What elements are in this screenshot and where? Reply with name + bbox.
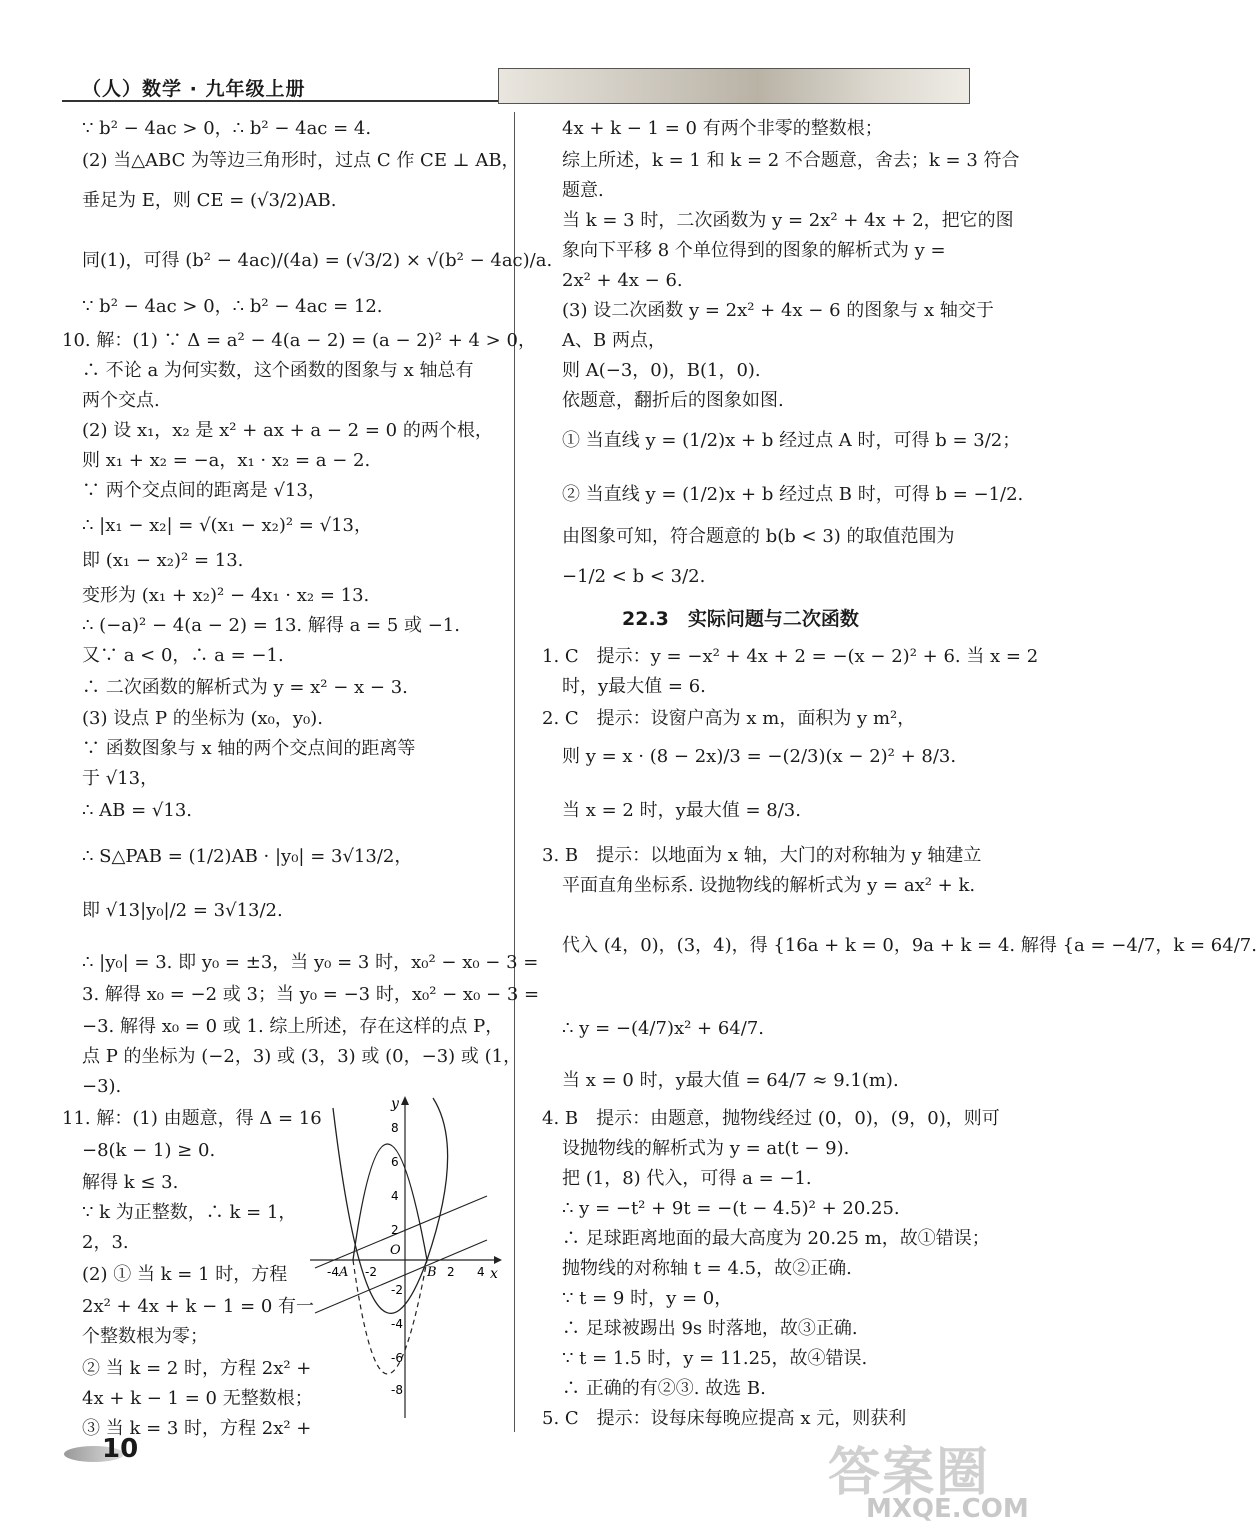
right-line: 2x² + 4x − 6. [562,270,683,291]
header-title: （人）数学 · 九年级上册 [82,78,306,100]
right-line: 设抛物线的解析式为 y = at(t − 9). [562,1138,850,1159]
right-line: 时，y最大值 = 6. [562,676,706,697]
left-line: ∴ (−a)² − 4(a − 2) = 13. 解得 a = 5 或 −1. [82,615,460,636]
left-line: 3. 解得 x₀ = −2 或 3；当 y₀ = −3 时，x₀² − x₀ − 3 = [82,984,540,1005]
left-line: 于 √13， [82,768,159,789]
left-line: −3. 解得 x₀ = 0 或 1. 综上所述，存在这样的点 P， [82,1016,504,1037]
left-line: ∴ AB = √13. [82,800,193,821]
left-line: −3). [82,1076,122,1097]
x-axis-label: x [490,1266,498,1282]
left-line: 又∵ a < 0，∴ a = −1. [82,645,284,666]
right-line: ∴ y = −(4/7)x² + 64/7. [562,1018,764,1039]
header-rule [62,100,502,102]
left-line: 则 x₁ + x₂ = −a，x₁ · x₂ = a − 2. [82,450,371,471]
y-tick-label: 6 [391,1155,399,1169]
right-line: ∴ 足球被踢出 9s 时落地，故③正确. [562,1318,858,1339]
y-tick-label: 2 [391,1223,399,1237]
left-line: 即 √13|y₀|/2 = 3√13/2. [82,900,283,921]
header-decoration [498,68,970,104]
left-line: 2x² + 4x + k − 1 = 0 有一 [82,1296,315,1317]
left-line: (2) 设 x₁，x₂ 是 x² + ax + a − 2 = 0 的两个根， [82,420,493,441]
right-line: ∴ y = −t² + 9t = −(t − 4.5)² + 20.25. [562,1198,900,1219]
right-line: 依题意，翻折后的图象如图. [562,390,784,411]
left-line: 个整数根为零； [82,1326,208,1347]
left-line: ∵ 函数图象与 x 轴的两个交点间的距离等 [82,738,416,759]
right-line: 把 (1，8) 代入，可得 a = −1. [562,1168,812,1189]
y-axis-arrow [401,1096,409,1105]
left-line: 4x + k − 1 = 0 无整数根； [82,1388,313,1409]
left-line: −8(k − 1) ≥ 0. [82,1140,216,1161]
right-line: 代入 (4，0)，(3，4)，得 {16a + k = 0，9a + k = 4. 解得 {a = −4/7，k = 64/7. [562,935,1257,956]
left-line: (3) 设点 P 的坐标为 (x₀，y₀). [82,708,324,729]
right-line: 1. C 提示：y = −x² + 4x + 2 = −(x − 2)² + 6. 当 x = 2 [542,646,1039,667]
y-tick-label: -8 [391,1383,403,1397]
right-line: −1/2 < b < 3/2. [562,566,706,587]
right-line: 则 y = x · (8 − 2x)/3 = −(2/3)(x − 2)² + 8/3. [562,746,957,767]
right-line: 当 x = 0 时，y最大值 = 64/7 ≈ 9.1(m). [562,1070,899,1091]
point-a-label: A [339,1265,349,1280]
left-line: 点 P 的坐标为 (−2，3) 或 (3，3) 或 (0，−3) 或 (1， [82,1046,522,1067]
line-through-a [315,1196,487,1268]
y-tick-label: -6 [391,1351,403,1365]
left-line: ∴ |y₀| = 3. 即 y₀ = ±3，当 y₀ = 3 时，x₀² − x₀ − 3 = [82,952,539,973]
right-line: 题意. [562,180,604,201]
right-line: 抛物线的对称轴 t = 4.5，故②正确. [562,1258,852,1279]
right-line: 22.3 实际问题与二次函数 [622,608,859,630]
right-line: 当 k = 3 时，二次函数为 y = 2x² + 4x + 2，把它的图 [562,210,1014,231]
right-line: ∵ t = 1.5 时，y = 11.25，故④错误. [562,1348,868,1369]
left-line: ∵ k 为正整数，∴ k = 1， [82,1202,297,1223]
watermark [820,1430,1029,1525]
left-line: ② 当 k = 2 时，方程 2x² + [82,1358,312,1379]
watermark-logo: 答案圈 [828,1443,991,1503]
right-line: ∵ t = 9 时，y = 0， [562,1288,733,1309]
watermark-url: MXQE.COM [866,1494,1029,1524]
x-tick-label: 2 [447,1265,455,1279]
left-line: ∴ S△PAB = (1/2)AB · |y₀| = 3√13/2， [82,846,413,867]
page-number-badge [64,1422,144,1468]
left-line: (2) ① 当 k = 1 时，方程 [82,1264,288,1285]
left-line: ∵ b² − 4ac > 0，∴ b² − 4ac = 4. [82,118,372,139]
right-line: 由图象可知，符合题意的 b(b < 3) 的取值范围为 [562,526,955,547]
right-line: A、B 两点， [562,330,666,351]
left-line: 即 (x₁ − x₂)² = 13. [82,550,244,571]
left-line: 解得 k ≤ 3. [82,1172,179,1193]
left-line: ∴ 不论 a 为何实数，这个函数的图象与 x 轴总有 [82,360,474,381]
left-line: 2，3. [82,1232,129,1253]
y-tick-label: 8 [391,1121,399,1135]
x-axis-arrow [494,1256,502,1264]
right-line: ∴ 正确的有②③. 故选 B. [562,1378,766,1399]
right-line: ② 当直线 y = (1/2)x + b 经过点 B 时，可得 b = −1/2. [562,484,1024,505]
right-line: 象向下平移 8 个单位得到的图象的解析式为 y = [562,240,946,261]
left-line: 10. 解：(1) ∵ Δ = a² − 4(a − 2) = (a − 2)² + 4 > 0， [62,330,536,351]
y-axis-label: y [391,1096,399,1112]
right-line: 平面直角坐标系. 设抛物线的解析式为 y = ax² + k. [562,875,976,896]
right-line: 3. B 提示：以地面为 x 轴，大门的对称轴为 y 轴建立 [542,845,982,866]
x-tick-label: 4 [477,1265,485,1279]
page-header [62,68,970,104]
y-tick-label: -2 [391,1283,403,1297]
x-tick-label: -2 [365,1265,377,1279]
x-tick-label: -4 [327,1265,339,1279]
left-line: 同(1)，可得 (b² − 4ac)/(4a) = (√3/2) × √(b² − 4ac)/a. [82,250,553,271]
parabola-graph [305,1088,510,1423]
left-line: (2) 当△ABC 为等边三角形时，过点 C 作 CE ⊥ AB， [82,150,520,171]
left-line: 两个交点. [82,390,160,411]
left-line: 垂足为 E，则 CE = (√3/2)AB. [82,190,337,211]
right-line: 2. C 提示：设窗户高为 x m，面积为 y m²， [542,708,916,729]
right-line: 4. B 提示：由题意，抛物线经过 (0，0)，(9，0)，则可 [542,1108,1000,1129]
origin-label: O [390,1243,401,1258]
right-line: 5. C 提示：设每床每晚应提高 x 元，则获利 [542,1408,907,1429]
right-line: 综上所述，k = 1 和 k = 2 不合题意，舍去；k = 3 符合 [562,150,1020,171]
column-divider [514,112,515,1432]
y-tick-label: -4 [391,1317,403,1331]
left-line: 变形为 (x₁ + x₂)² − 4x₁ · x₂ = 13. [82,585,370,606]
y-tick-label: 4 [391,1189,399,1203]
left-line: ∴ 二次函数的解析式为 y = x² − x − 3. [82,677,408,698]
left-line: 11. 解：(1) 由题意，得 Δ = 16 [62,1108,322,1129]
left-line: ∵ 两个交点间的距离是 √13， [82,480,326,501]
right-line: 则 A(−3，0)，B(1，0). [562,360,761,381]
right-line: (3) 设二次函数 y = 2x² + 4x − 6 的图象与 x 轴交于 [562,300,994,321]
right-line: ∴ 足球距离地面的最大高度为 20.25 m，故①错误； [562,1228,990,1249]
left-line: ③ 当 k = 3 时，方程 2x² + [82,1418,312,1439]
right-line: ① 当直线 y = (1/2)x + b 经过点 A 时，可得 b = 3/2； [562,430,1021,451]
left-line: ∵ b² − 4ac > 0，∴ b² − 4ac = 12. [82,296,383,317]
point-b-label: B [427,1265,437,1280]
right-line: 4x + k − 1 = 0 有两个非零的整数根； [562,118,883,139]
right-line: 当 x = 2 时，y最大值 = 8/3. [562,800,801,821]
left-line: ∴ |x₁ − x₂| = √(x₁ − x₂)² = √13， [82,515,372,536]
page-number: 10 [102,1434,139,1464]
